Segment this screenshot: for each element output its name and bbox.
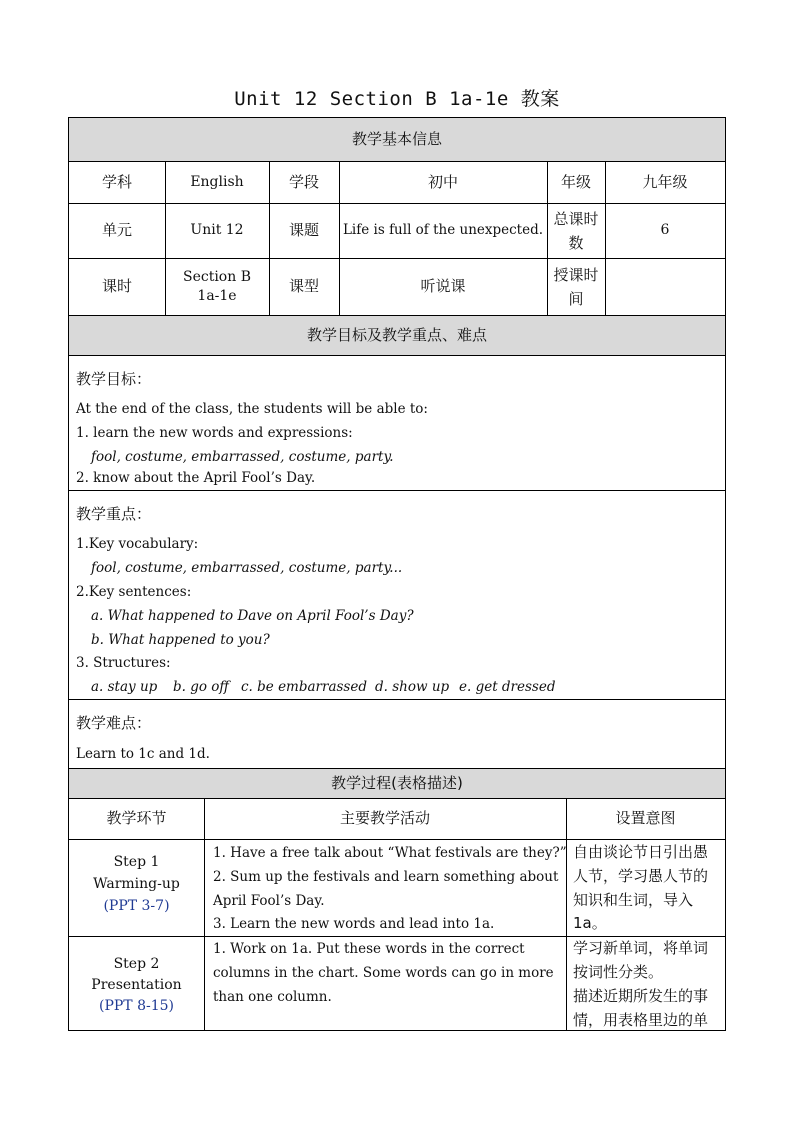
label-unit: 单元 (101, 221, 132, 239)
objectives-line: At the end of the class, the students will be able to: (76, 401, 428, 417)
basic-info-header: 教学基本信息 (351, 130, 442, 148)
objectives-line: 2. know about the April Fool’s Day. (76, 470, 316, 486)
difficulties-line: Learn to 1c and 1d. (76, 746, 210, 762)
activity-line: 1. Work on 1a. Put these words in the correct (213, 941, 525, 957)
step-ppt: (PPT 8-15) (98, 997, 174, 1014)
key-points-line: 2.Key sentences: (76, 584, 192, 600)
label-grade: 年级 (560, 172, 591, 191)
structure-item: b. go off (173, 679, 229, 695)
intent-line: 知识和生词，导入 (573, 891, 694, 909)
objectives-vocab: fool, costume, embarrassed, costume, party. (91, 449, 394, 465)
label-topic: 课题 (288, 221, 319, 239)
structure-item: d. show up (375, 679, 450, 695)
value-lesson-type: 听说课 (420, 277, 466, 295)
key-points-label: 教学重点： (76, 505, 152, 523)
intent-line: 自由谈论节日引出愚 (573, 843, 709, 861)
activity-line: 2. Sum up the festivals and learn something about (213, 869, 559, 885)
value-teaching-time (605, 258, 725, 315)
activity-line: columns in the chart. Some words can go in more (213, 965, 554, 981)
intent-line: 学习新单词，将单词 (573, 939, 709, 957)
process-header: 教学过程(表格描述) (331, 773, 463, 792)
activity-line: 1. Have a free talk about “What festivals are they?” (213, 845, 567, 861)
key-points-line: 3. Structures: (76, 655, 171, 671)
intent-line: 情，用表格里边的单 (573, 1011, 709, 1029)
goals-header: 教学目标及教学重点、难点 (306, 325, 487, 344)
label-total-periods: 总课时数 (553, 209, 599, 252)
label-lesson-type: 课型 (288, 277, 319, 295)
structure-item: a. stay up (91, 679, 158, 695)
intent-line: 按词性分类。 (573, 963, 664, 981)
value-period: Section B 1a-1e (182, 268, 251, 304)
key-points-vocab: fool, costume, embarrassed, costume, party... (91, 560, 403, 576)
step-name: Step 2 (113, 955, 160, 972)
activity-line: than one column. (213, 989, 332, 1005)
objectives-label: 教学目标： (76, 370, 152, 388)
column-intent: 设置意图 (615, 809, 676, 827)
value-total-periods: 6 (660, 222, 670, 238)
key-sentence: b. What happened to you? (91, 632, 270, 648)
column-activities: 主要教学活动 (339, 809, 430, 827)
label-period: 课时 (101, 277, 132, 295)
step-stage: Presentation (91, 976, 182, 993)
step-ppt: (PPT 3-7) (103, 897, 170, 914)
label-subject: 学科 (101, 172, 132, 191)
value-grade: 九年级 (642, 172, 688, 191)
document-title: Unit 12 Section B 1a-1e 教案 (234, 88, 560, 110)
structure-item: c. be embarrassed (241, 679, 367, 695)
difficulties-label: 教学难点： (76, 714, 152, 732)
step-name: Step 1 (113, 853, 160, 870)
key-points-line: 1.Key vocabulary: (76, 536, 199, 552)
objectives-line: 1. learn the new words and expressions: (76, 425, 353, 441)
activity-line: April Fool’s Day. (213, 893, 325, 909)
value-school-stage: 初中 (427, 172, 458, 191)
value-unit: Unit 12 (190, 222, 244, 238)
value-subject: English (190, 173, 244, 190)
activity-line: 3. Learn the new words and lead into 1a. (213, 916, 495, 932)
intent-line: 人节，学习愚人节的 (573, 867, 709, 885)
column-stage: 教学环节 (106, 809, 167, 827)
key-sentence: a. What happened to Dave on April Fool’s Day? (91, 608, 414, 624)
step-stage: Warming-up (93, 875, 180, 892)
label-school-stage: 学段 (288, 172, 319, 191)
structure-item: e. get dressed (459, 679, 556, 695)
intent-line: 描述近期所发生的事 (573, 987, 709, 1005)
lesson-plan-table (68, 117, 726, 1031)
value-topic: Life is full of the unexpected. (342, 222, 544, 238)
intent-line: 1a。 (573, 914, 607, 932)
label-teaching-time: 授课时间 (553, 265, 599, 308)
